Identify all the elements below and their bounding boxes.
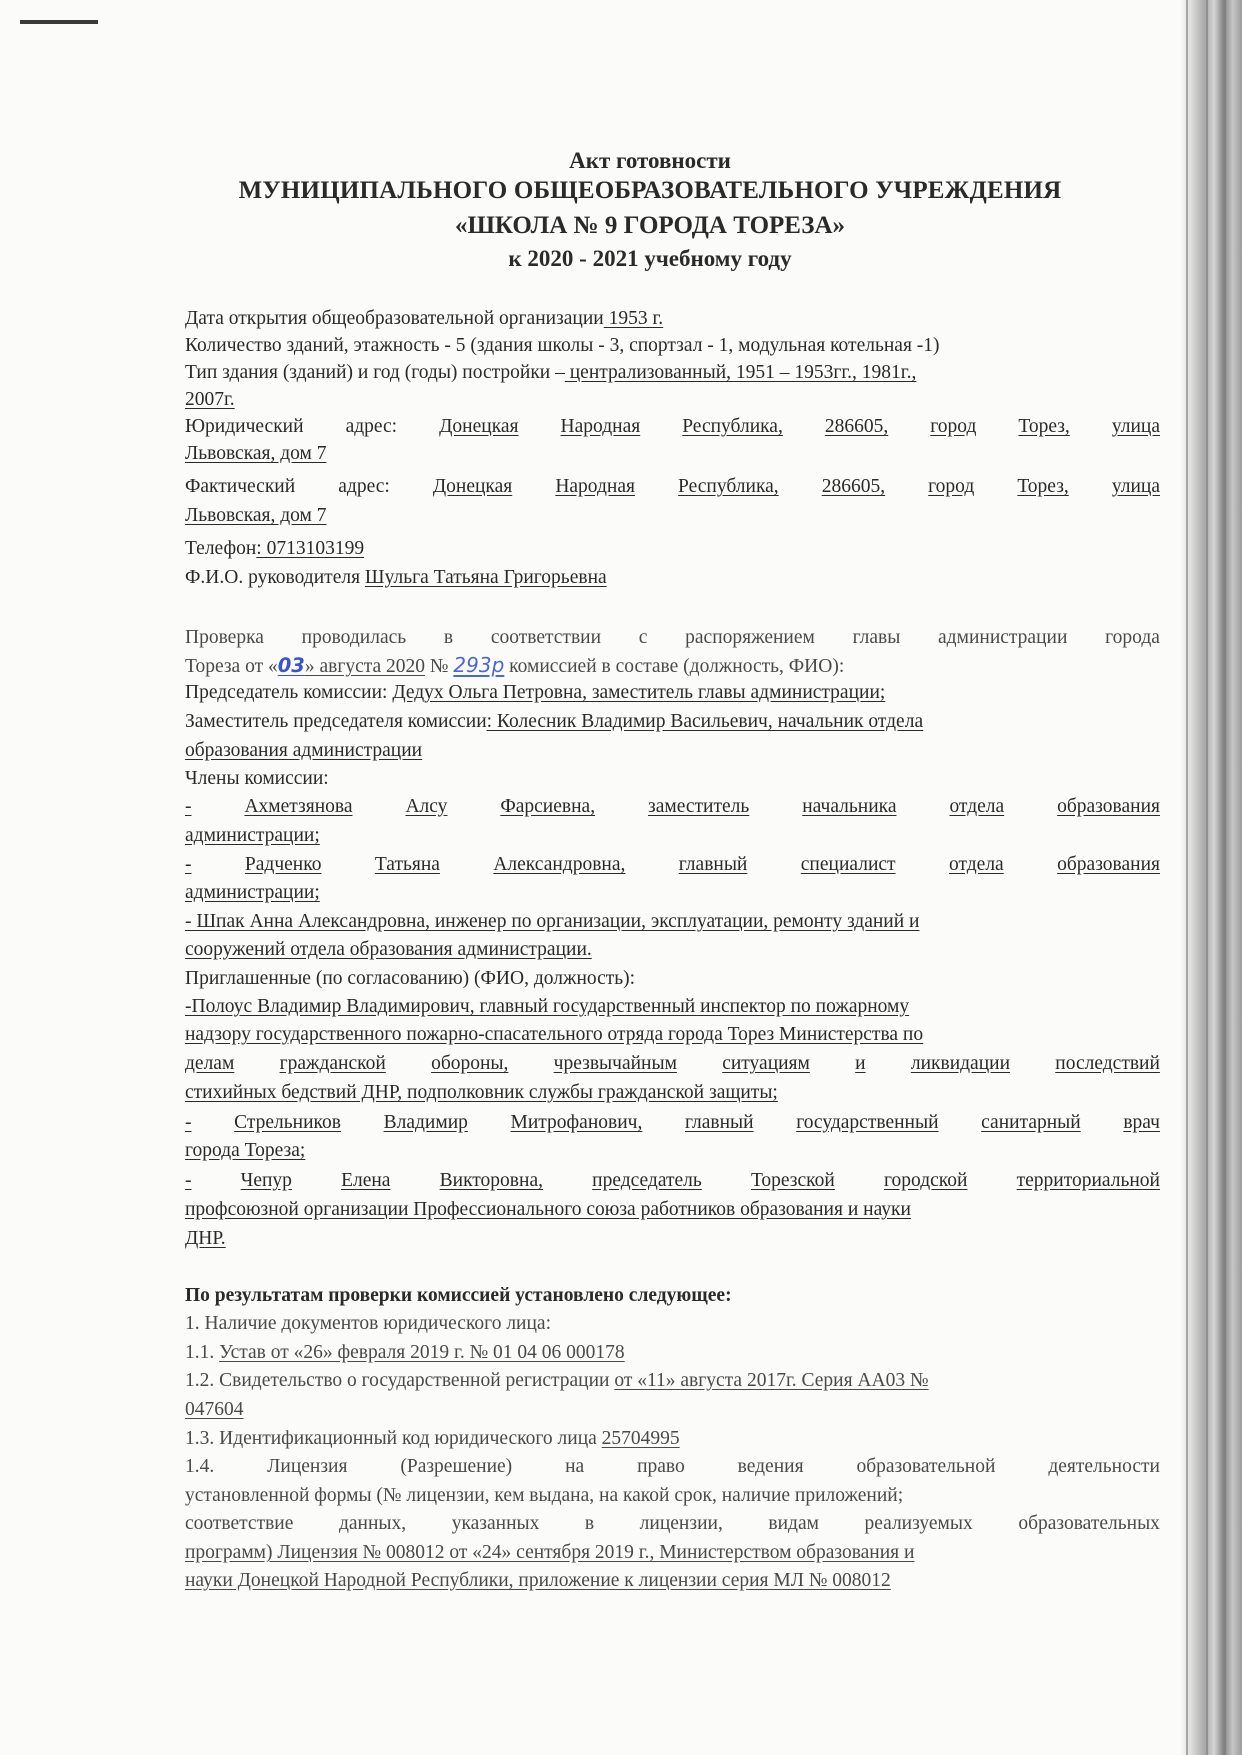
check-word: проводилась: [301, 627, 407, 648]
info-open-date: [185, 306, 1160, 332]
member-2: [185, 852, 1160, 878]
r14-word: ведения: [737, 1456, 804, 1477]
member-2-cont-text: администрации;: [185, 882, 320, 903]
info-building-type: [185, 360, 1160, 386]
invited-word: территориальной: [1016, 1170, 1160, 1191]
member-word: специалист: [800, 854, 896, 875]
doc-title-org: МУНИЦИПАЛЬНОГО ОБЩЕОБРАЗОВАТЕЛЬНОГО УЧРЕЖДЕНИЯ: [238, 177, 1062, 204]
check-word: города: [1105, 627, 1160, 648]
legal-word: Народная: [560, 416, 641, 437]
legal-word: Торез,: [1018, 416, 1070, 437]
member-3-cont-text: сооружений отдела образования администрации.: [185, 939, 592, 960]
page-edge-shadow: [1180, 0, 1242, 1755]
result-1-4-l2: установленной формы (№ лицензии, кем выдана, на какой срок, наличие приложений;: [185, 1485, 904, 1506]
invited-word: и: [855, 1053, 866, 1074]
invited-word: председатель: [592, 1170, 702, 1191]
result-1-2: [185, 1368, 1160, 1394]
invited-3-l2: профсоюзной организации Профессионального союза работников образования и науки: [185, 1199, 911, 1220]
invited-2: [185, 1110, 1160, 1136]
doc-title-year: к 2020 - 2021 учебному году: [508, 246, 792, 271]
invited-1: [185, 994, 1160, 1020]
legal-word: Республика,: [682, 416, 783, 437]
actual-cont: Львовская, дом 7: [185, 505, 327, 526]
r14-word: право: [637, 1456, 685, 1477]
legal-label-2: адрес:: [345, 416, 398, 437]
invited-word: -: [185, 1170, 192, 1191]
member-word: отдела: [948, 854, 1004, 875]
legal-label: Юридический: [185, 416, 304, 437]
invited-word: Елена: [341, 1170, 391, 1191]
r14-word: данных,: [338, 1513, 407, 1534]
chair-label: Председатель комиссии:: [185, 682, 393, 703]
page-edge-line: [1224, 0, 1226, 1755]
invited-2-cont: [185, 1138, 1160, 1164]
member-word: -: [185, 796, 192, 817]
type-label: Тип здания (зданий) и год (годы) постройки –: [185, 362, 565, 383]
r11-num: 1.1.: [185, 1342, 220, 1363]
result-1-3: [185, 1426, 1160, 1452]
member-word: Татьяна: [374, 854, 440, 875]
actual-word: улица: [1111, 476, 1160, 497]
member-word: Радченко: [244, 854, 322, 875]
member-1: [185, 794, 1160, 820]
r14-word: (Разрешение): [400, 1456, 513, 1477]
result-1-4-l4: [185, 1540, 1160, 1566]
invited-3-cont: [185, 1197, 1160, 1223]
r14-word: лицензии,: [639, 1513, 723, 1534]
invited-word: чрезвычайным: [553, 1053, 677, 1074]
r14-word: видам: [768, 1513, 819, 1534]
r12-label: 1.2. Свидетельство о государственной регистрации: [185, 1370, 615, 1391]
invited-word: государственный: [796, 1112, 939, 1133]
results-heading: По результатам проверки комиссией установлено следующее:: [185, 1285, 732, 1306]
commission-vice: [185, 709, 1160, 735]
invited-2-l2: города Тореза;: [185, 1140, 306, 1161]
vice-value: : Колесник Владимир Васильевич, начальник отдела: [486, 711, 924, 732]
result-1-1: [185, 1340, 1160, 1366]
member-1-cont: [185, 823, 1160, 849]
type-value: централизованный, 1951 – 1953гг., 1981г.,: [564, 362, 917, 383]
r14-word: на: [565, 1456, 585, 1477]
member-word: Ахметзянова: [244, 796, 353, 817]
order-tail: комиссией в составе (должность, ФИО):: [504, 656, 845, 677]
check-word: администрации: [938, 627, 1068, 648]
invited-word: Владимир: [383, 1112, 468, 1133]
actual-word: Торез,: [1017, 476, 1069, 497]
r14-programs: программ): [185, 1542, 273, 1563]
check-word: распоряжением: [685, 627, 815, 648]
invited-1-l2: надзору государственного пожарно-спасательного отряда города Торез Министерства по: [185, 1024, 924, 1045]
r14-word: деятельности: [1048, 1456, 1160, 1477]
type-value-cont: 2007г.: [185, 389, 235, 410]
r13-label: 1.3. Идентификационный код юридического лица: [185, 1428, 602, 1449]
member-word: -: [185, 854, 192, 875]
invited-3-cont2: [185, 1226, 1160, 1252]
member-word: Александровна,: [493, 854, 626, 875]
invited-label: Приглашенные (по согласованию) (ФИО, должность):: [185, 968, 636, 989]
member-3: [185, 909, 1160, 935]
member-word: образования: [1057, 796, 1160, 817]
check-word: в: [443, 627, 454, 648]
info-legal-address-cont: [185, 441, 1160, 467]
info-phone: [185, 536, 1160, 562]
order-date-suffix: » августа 2020: [304, 656, 426, 677]
phone-value: : 0713103199: [256, 538, 365, 559]
info-actual-address-cont: [185, 503, 1160, 529]
members-label: Члены комиссии:: [185, 768, 329, 789]
check-line-2: [185, 652, 1160, 680]
actual-word: Народная: [555, 476, 635, 497]
invited-word: Митрофанович,: [510, 1112, 643, 1133]
legal-word: город: [930, 416, 977, 437]
actual-word: город: [928, 476, 975, 497]
member-word: отдела: [949, 796, 1005, 817]
check-word: Проверка: [185, 627, 264, 648]
vice-value-cont: образования администрации: [185, 740, 423, 761]
order-num-label: №: [425, 656, 454, 677]
invited-1-line3: [185, 1051, 1160, 1077]
order-day-handwritten: 03: [277, 654, 305, 677]
invited-word: обороны,: [431, 1053, 509, 1074]
info-actual-address: [185, 474, 1160, 500]
invited-word: гражданской: [279, 1053, 386, 1074]
order-date-prefix: Тореза от «: [185, 656, 278, 677]
legal-cont: Львовская, дом 7: [185, 443, 327, 464]
invited-word: Стрельников: [234, 1112, 341, 1133]
r14-license-cont: науки Донецкой Народной Республики, приложение к лицензии серия МЛ № 008012: [185, 1570, 891, 1591]
head-label: Ф.И.О. руководителя: [185, 567, 365, 588]
invited-word: врач: [1123, 1112, 1160, 1133]
member-word: главный: [678, 854, 748, 875]
member-1-cont-text: администрации;: [185, 825, 320, 846]
r12-value: от «11» августа 2017г. Серия АА03 №: [614, 1370, 929, 1391]
r14-word: образовательной: [856, 1456, 996, 1477]
invited-word: санитарный: [981, 1112, 1081, 1133]
invited-word: ликвидации: [910, 1053, 1011, 1074]
invited-word: городской: [884, 1170, 968, 1191]
r11-value: Устав от «26» февраля 2019 г. № 01 04 06 000178: [219, 1342, 625, 1363]
check-word: с: [638, 627, 648, 648]
member-word: начальника: [802, 796, 897, 817]
invited-word: Торезской: [750, 1170, 835, 1191]
doc-title-school: «ШКОЛА № 9 ГОРОДА ТОРЕЗА»: [454, 212, 846, 239]
r14-word: реализуемых: [864, 1513, 973, 1534]
result-1-4: [185, 1454, 1160, 1480]
order-number-handwritten: 293р: [453, 653, 505, 677]
actual-word: Донецкая: [432, 476, 513, 497]
r14-word: указанных: [451, 1513, 540, 1534]
member-word: Алсу: [405, 796, 448, 817]
page-edge-line: [1186, 0, 1188, 1755]
check-line-1: [185, 625, 1160, 651]
invited-1-l4: стихийных бедствий ДНР, подполковник службы гражданской защиты;: [185, 1082, 778, 1103]
legal-word: 286605,: [824, 416, 889, 437]
chair-value: Дедух Ольга Петровна, заместитель главы администрации;: [392, 682, 886, 703]
invited-word: Чепур: [240, 1170, 292, 1191]
result-1-4-l5: [185, 1568, 1160, 1594]
legal-word: улица: [1111, 416, 1160, 437]
member-3-cont: [185, 937, 1160, 963]
invited-word: Викторовна,: [439, 1170, 543, 1191]
check-word: соответствии: [490, 627, 602, 648]
result-1-2-cont: [185, 1397, 1160, 1423]
member-word: образования: [1057, 854, 1160, 875]
r14-word: Лицензия: [267, 1456, 348, 1477]
doc-title: Акт готовности: [569, 148, 731, 173]
r14-word: в: [584, 1513, 595, 1534]
result-1-4-l3: [185, 1511, 1160, 1537]
info-legal-address: [185, 414, 1160, 440]
info-buildings: Количество зданий, этажность - 5 (здания школы - 3, спортзал - 1, модульная котельная -1): [185, 335, 940, 356]
member-word: Фарсиевна,: [500, 796, 596, 817]
invited-3-l3: ДНР.: [185, 1228, 226, 1249]
invited-word: последствий: [1055, 1053, 1160, 1074]
info-head: [185, 565, 1160, 591]
result-1: 1. Наличие документов юридического лица:: [185, 1313, 551, 1334]
invited-word: -: [185, 1112, 192, 1133]
open-value: 1953 г.: [603, 308, 664, 329]
r14-license: Лицензия № 008012 от «24» сентября 2019 г., Министерством образования и: [272, 1542, 915, 1563]
r13-value: 25704995: [601, 1428, 680, 1449]
page-edge-line: [1206, 0, 1208, 1755]
commission-chair: [185, 680, 1160, 706]
actual-label: Фактический: [185, 476, 296, 497]
info-building-type-cont: [185, 387, 1160, 413]
commission-vice-cont: [185, 738, 1160, 764]
invited-word: делам: [185, 1053, 235, 1074]
legal-word: Донецкая: [439, 416, 519, 437]
invited-3: [185, 1168, 1160, 1194]
check-word: главы: [852, 627, 901, 648]
head-value: Шульга Татьяна Григорьевна: [364, 567, 607, 588]
actual-label-2: адрес:: [338, 476, 390, 497]
scan-mark: [20, 20, 98, 24]
r12-value-cont: 047604: [185, 1399, 244, 1420]
invited-word: главный: [684, 1112, 754, 1133]
phone-label: Телефон: [185, 538, 257, 559]
member-2-cont: [185, 880, 1160, 906]
open-label: Дата открытия общеобразовательной организации: [185, 308, 604, 329]
actual-word: Республика,: [678, 476, 779, 497]
actual-word: 286605,: [821, 476, 886, 497]
invited-word: ситуациям: [722, 1053, 810, 1074]
member-word: заместитель: [648, 796, 750, 817]
r14-word: образовательных: [1018, 1513, 1160, 1534]
invited-1-l1: -Полоус Владимир Владимирович, главный государственный инспектор по пожарному: [185, 996, 910, 1017]
r14-word: 1.4.: [185, 1456, 215, 1477]
invited-1-line4: [185, 1080, 1160, 1106]
vice-label: Заместитель председателя комиссии: [185, 711, 487, 732]
member-3-text: - Шпак Анна Александровна, инженер по организации, эксплуатации, ремонту зданий и: [185, 911, 920, 932]
invited-1-cont: [185, 1022, 1160, 1048]
r14-word: соответствие: [185, 1513, 294, 1534]
